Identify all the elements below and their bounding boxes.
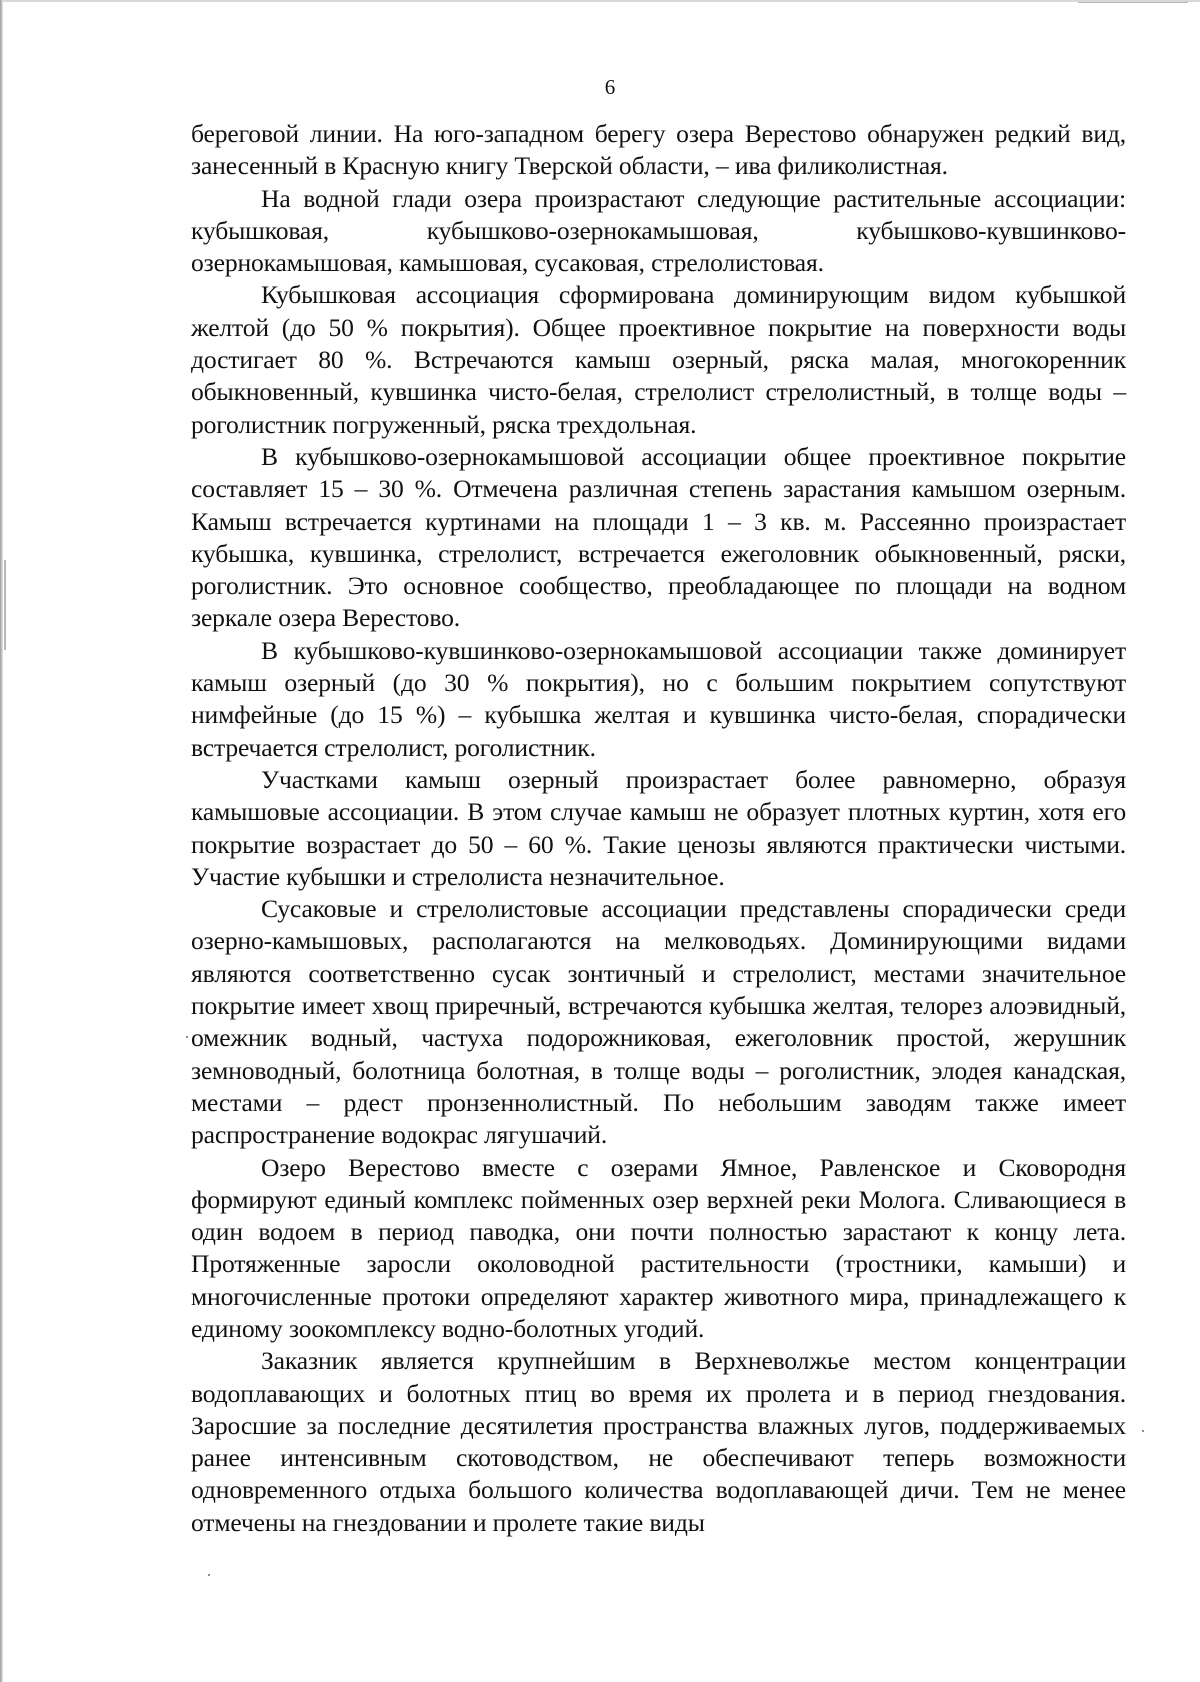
paragraph: береговой линии. На юго-западном берегу озера Верестово обнаружен редкий вид, занесенный в Красную книгу Тверской области, – ива филиколистная.	[191, 119, 1126, 181]
scan-artifact	[1078, 2, 1188, 3]
paragraph: Озеро Верестово вместе с озерами Ямное, Равленское и Сковородня формируют единый комплекс пойменных озер верхней реки Молога. Сливающиеся в один водоем в период паводка, они почти полностью зарастают к концу лета. Протяженные заросли околоводной растительности (тростники, камыши) и многочисленные протоки определяют характер животного мира, принадлежащего к единому зоокомплексу водно-болотных угодий.	[191, 1152, 1126, 1343]
page-number: 6	[604, 75, 616, 99]
scan-left-edge	[0, 0, 3, 1682]
paragraph: Сусаковые и стрелолистовые ассоциации представлены спорадически среди озерно-камышовых, располагаются на мелководьях. Доминирующими видами являются соответственно сусак зонтичный и стрелолист, местами значительное покрытие имеет хвощ приречный, встречаются кубышка желтая, телорез алоэвидный, омежник водный, частуха подорожниковая, ежеголовник простой, жерушник земноводный, болотница болотная, в толще воды – роголистник, элодея канадская, местами – рдест пронзеннолистный. По небольшим заводям также имеет распространение водокрас лягушачий.	[191, 894, 1126, 1150]
paragraph: На водной глади озера произрастают следующие растительные ассоциации: кубышковая, кубышково-озернокамышовая, кубышково-кувшинково-озернокамышовая, камышовая, сусаковая, стрелолистовая.	[191, 183, 1126, 278]
scan-speck	[1142, 1430, 1144, 1432]
scan-speck	[186, 1036, 188, 1038]
paragraph: В кубышково-озернокамышовой ассоциации общее проективное покрытие составляет 15 – 30 %. Отмечена различная степень зарастания камышом озерным. Камыш встречается куртинами на площади 1 – 3 кв. м. Рассеянно произрастает кубышка, кувшинка, стрелолист, встречается ежеголовник обыкновенный, ряски, роголистник. Это основное сообщество, преобладающее по площади на водном зеркале озера Верестово.	[191, 441, 1126, 633]
document-body	[191, 118, 1126, 1539]
scan-speck	[208, 1574, 210, 1576]
paragraph: Заказник является крупнейшим в Верхневолжье местом концентрации водоплавающих и болотных птиц во время их пролета и в период гнездования. Заросшие за последние десятилетия пространства влажных лугов, поддерживаемых ранее интенсивным скотоводством, не обеспечивают теперь возможности одновременного отдыха большого количества водоплавающей дичи. Тем не менее отмечены на гнездовании и пролете такие виды	[191, 1346, 1126, 1537]
paragraph: Кубышковая ассоциация сформирована доминирующим видом кубышкой желтой (до 50 % покрытия). Общее проективное покрытие на поверхности воды достигает 80 %. Встречаются камыш озерный, ряска малая, многокоренник обыкновенный, кувшинка чисто-белая, стрелолист стрелолистный, в толще воды – роголистник погруженный, ряска трехдольная.	[191, 280, 1126, 439]
scan-artifact	[4, 560, 6, 650]
paragraph: В кубышково-кувшинково-озернокамышовой ассоциации также доминирует камыш озерный (до 30 % покрытия), но с большим покрытием сопутствуют нимфейные (до 15 %) – кубышка желтая и кувшинка чисто-белая, спорадически встречается стрелолист, роголистник.	[191, 635, 1126, 762]
paragraph: Участками камыш озерный произрастает более равномерно, образуя камышовые ассоциации. В этом случае камыш не образует плотных куртин, хотя его покрытие возрастает до 50 – 60 %. Такие ценозы являются практически чистыми. Участие кубышки и стрелолиста незначительное.	[191, 764, 1126, 891]
scan-top-edge	[0, 0, 1200, 2]
